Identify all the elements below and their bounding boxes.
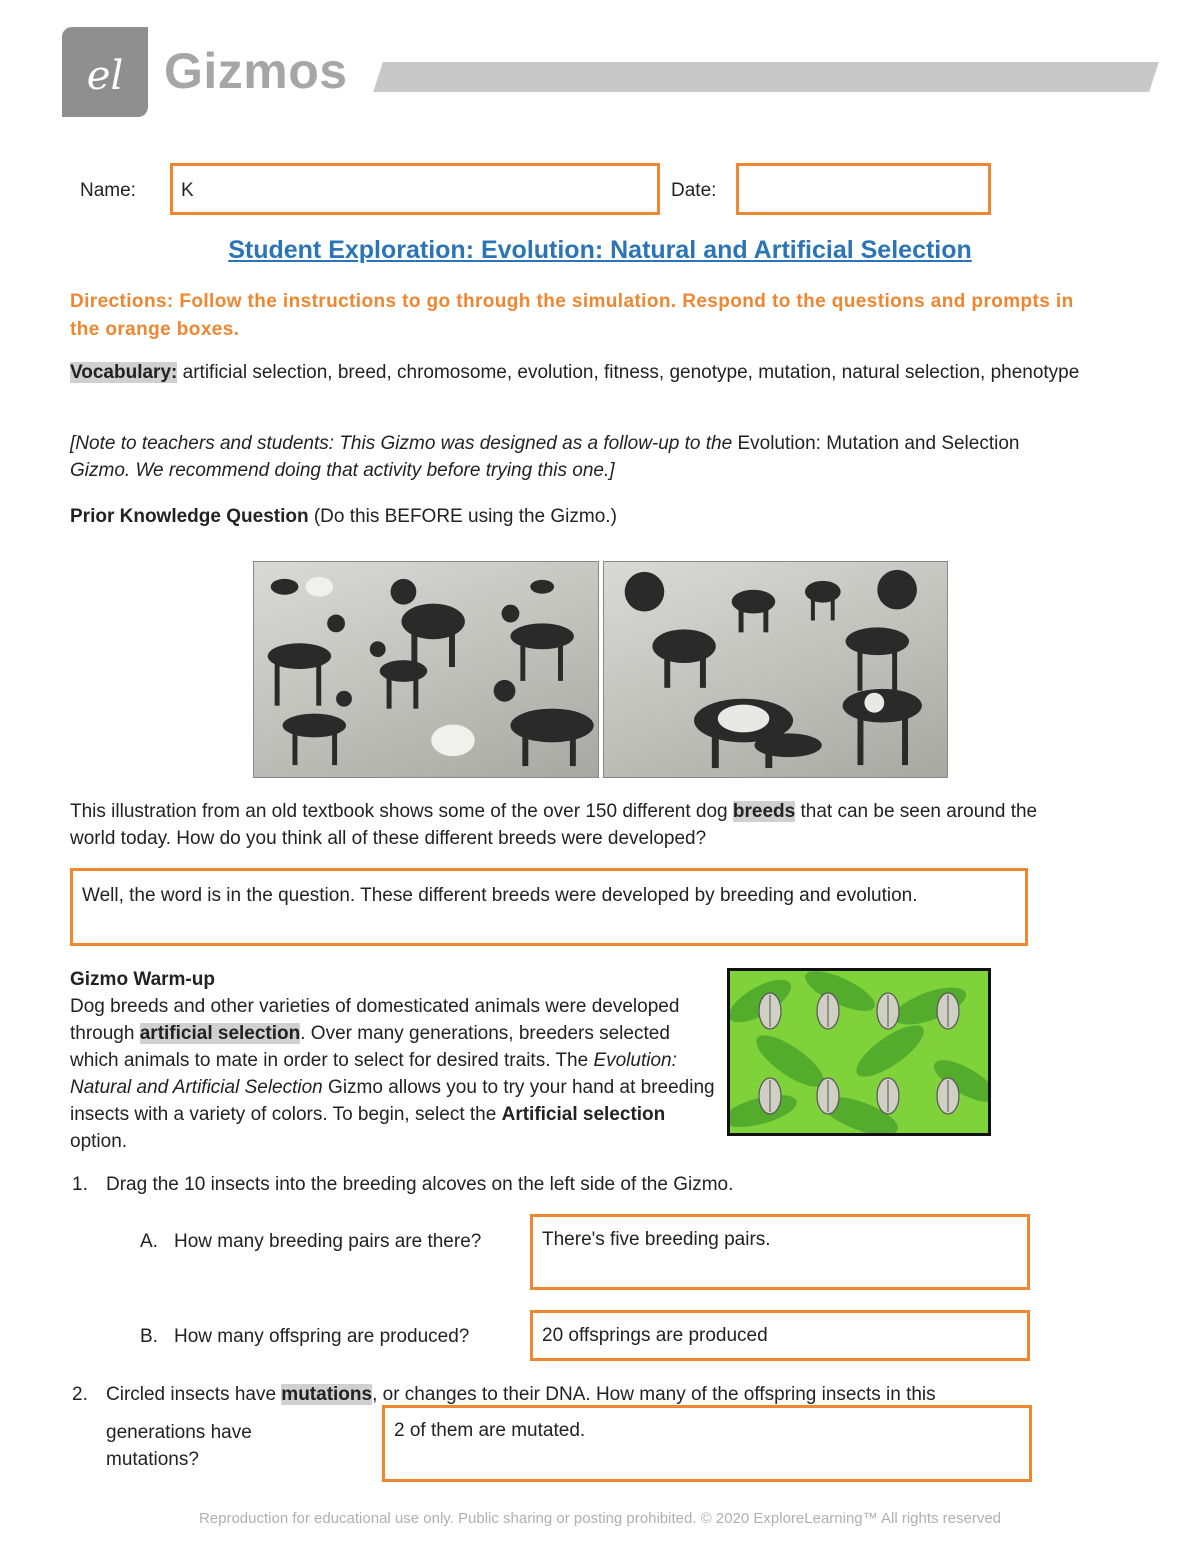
brand-name: Gizmos: [164, 43, 348, 99]
directions: Directions: Follow the instructions to go through the simulation. Respond to the questions and prompts in the orange boxes.: [70, 291, 1074, 340]
name-field[interactable]: K: [170, 163, 660, 215]
vocabulary-terms: artificial selection, breed, chromosome, evolution, fitness, genotype, mutation, natural selection, phenotype: [182, 362, 1080, 383]
header-bar: [373, 62, 1159, 92]
prior-knowledge-heading: Prior Knowledge Question (Do this BEFORE using the Gizmo.): [70, 506, 617, 527]
teacher-note: [Note to teachers and students: This Gizmo was designed as a follow-up to the Evolution: Mutation and Selection Gizmo. We recommend doing that activity before trying this one.]: [70, 433, 1020, 481]
date-label: Date:: [671, 180, 717, 201]
vocabulary: [70, 359, 1120, 386]
el-logo-icon: [62, 27, 148, 117]
q2-continued: generations have mutations?: [106, 1422, 252, 1470]
insects-on-leaves-icon: [730, 971, 988, 1133]
dog-illustration-right: [603, 561, 949, 778]
q2-number: 2.: [72, 1384, 88, 1405]
date-field[interactable]: [736, 163, 991, 215]
prior-question: This illustration from an old textbook shows some of the over 150 different dog breeds that can be seen around the world today. How do you think all of these different breeds were developed?: [70, 801, 1038, 849]
warmup-heading: Gizmo Warm-up: [70, 969, 215, 990]
qA-answer-box[interactable]: There's five breeding pairs.: [530, 1214, 1030, 1290]
qA-letter: A.: [140, 1231, 158, 1252]
svg-text:el: el: [86, 53, 124, 99]
qB-text: How many offspring are produced?: [174, 1326, 470, 1347]
page-title: Student Exploration: Evolution: Natural and Artificial Selection: [228, 236, 972, 264]
qB-letter: B.: [140, 1326, 158, 1347]
prior-answer-box[interactable]: Well, the word is in the question. These different breeds were developed by breeding and evolution.: [70, 868, 1028, 946]
dog-breeds-illustration: [253, 561, 948, 778]
q1-number: 1.: [72, 1174, 88, 1195]
qB-answer-box[interactable]: 20 offsprings are produced: [530, 1310, 1030, 1361]
name-label: Name:: [80, 180, 136, 201]
insects-gizmo-image: [727, 968, 991, 1136]
warmup-text: Dog breeds and other varieties of domesticated animals were developed through artificial selection. Over many generations, breeders selected which animals to mate in order to select for desired traits. The Evolution: Natural and Artificial Selection Gizmo allows you to try your hand at breeding insects with a variety of colors. To begin, select the Artificial selection option.: [70, 996, 715, 1152]
q1-text: Drag the 10 insects into the breeding alcoves on the left side of the Gizmo.: [106, 1174, 734, 1195]
dog-silhouettes-icon: [254, 562, 598, 777]
qA-text: How many breeding pairs are there?: [174, 1231, 482, 1252]
dog-illustration-left: [253, 561, 599, 778]
footer-copyright: Reproduction for educational use only. Public sharing or posting prohibited. © 2020 ExploreLearning™ All rights reserved: [198, 1510, 1002, 1527]
q2-text: Circled insects have mutations, or changes to their DNA. How many of the offspring insects in this: [106, 1384, 936, 1405]
dog-silhouettes-icon: [604, 562, 948, 777]
gizmos-logo: [62, 27, 148, 117]
vocabulary-label: Vocabulary:: [70, 362, 178, 383]
q2-answer-box[interactable]: 2 of them are mutated.: [382, 1405, 1032, 1482]
